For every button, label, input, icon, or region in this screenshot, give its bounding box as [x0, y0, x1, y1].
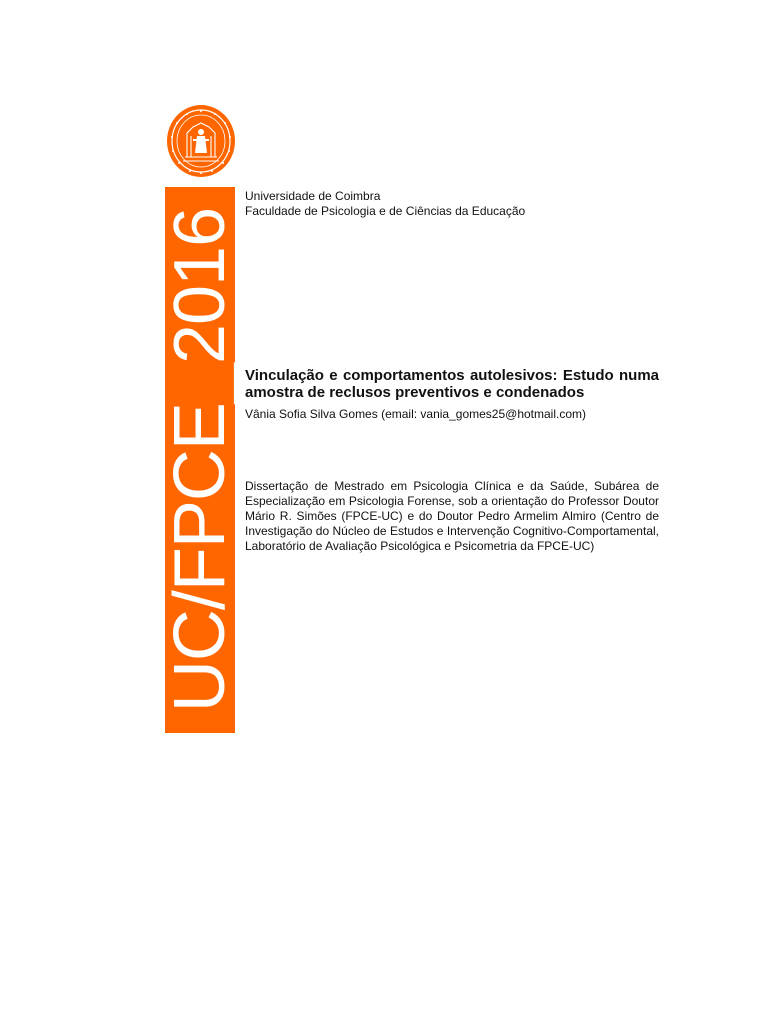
- university-seal-icon: [165, 103, 237, 179]
- author-line: Vânia Sofia Silva Gomes (email: vania_gomes25@hotmail.com): [245, 407, 586, 421]
- document-title: Vinculação e comportamentos autolesivos: Estudo numa amostra de reclusos preventivos e condenados: [245, 367, 659, 401]
- institution-block: [245, 189, 525, 219]
- vertical-banner: [160, 187, 240, 733]
- dissertation-note: Dissertação de Mestrado em Psicologia Clínica e da Saúde, Subárea de Especialização em Psicologia Forense, sob a orientação do Professor Doutor Mário R. Simões (FPCE-UC) e do Doutor Pedro Armelim Almiro (Centro de Investigação do Núcleo de Estudos e Intervenção Cognitivo-Comportamental, Laboratório de Avaliação Psicológica e Psicometria da FPCE-UC): [245, 479, 659, 553]
- faculty-name: Faculdade de Psicologia e de Ciências da Educação: [245, 204, 526, 218]
- vertical-banner-label: UC/FPCE_2016: [160, 207, 240, 713]
- university-name: Universidade de Coimbra: [245, 189, 381, 203]
